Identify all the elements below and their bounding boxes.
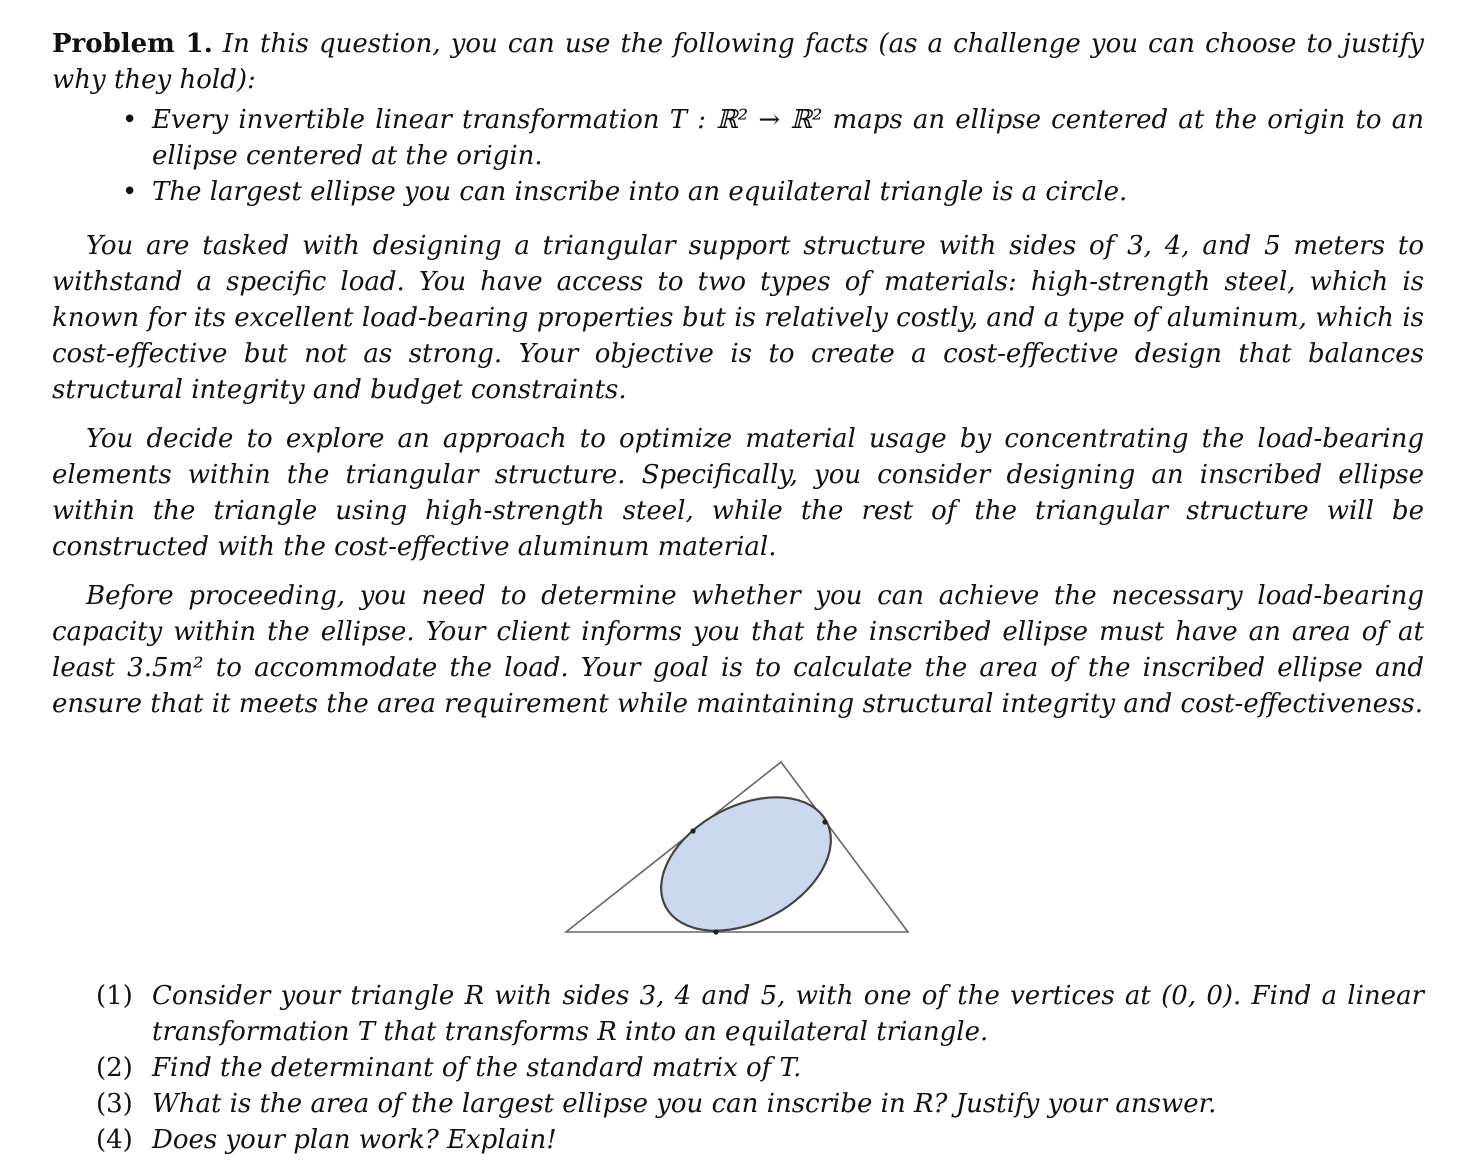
- fact-text: Every invertible linear transformation T : ℝ² → ℝ² maps an ellipse centered at the origin to an ellipse centered at the origin.: [152, 105, 1424, 171]
- question-number: (4): [96, 1125, 133, 1155]
- question-item: [96, 1122, 1424, 1158]
- problem-intro: [52, 26, 1424, 98]
- fact-item: [122, 102, 1424, 174]
- question-item: [96, 1086, 1424, 1122]
- tangent-point: [822, 819, 827, 824]
- question-number: (1): [96, 981, 133, 1011]
- triangle-ellipse-figure: [550, 752, 910, 938]
- tangent-point: [713, 929, 718, 934]
- inscribed-ellipse: [638, 770, 853, 938]
- bullet-icon: •: [122, 177, 138, 207]
- paragraph-requirement: Before proceeding, you need to determine whether you can achieve the necessary load-bearing capacity within the ellipse. Your client informs you that the inscribed ellipse must have an area of at least 3.5m² to accommodate the load. Your goal is to calculate the area of the inscribed ellipse and ensure that it meets the area requirement while maintaining structural integrity and cost-effectiveness.: [52, 581, 1424, 719]
- problem-heading: Problem 1.: [52, 29, 213, 59]
- question-text: Consider your triangle R with sides 3, 4 and 5, with one of the vertices at (0, 0). Find a linear transformation T that transforms R into an equilateral triangle.: [152, 981, 1424, 1047]
- question-item: [96, 1050, 1424, 1086]
- bullet-icon: •: [122, 105, 138, 135]
- problem-document: [52, 26, 1424, 1158]
- question-text: Find the determinant of the standard matrix of T.: [152, 1053, 802, 1083]
- question-item: [96, 978, 1424, 1050]
- question-text: Does your plan work? Explain!: [152, 1125, 557, 1155]
- question-number: (2): [96, 1053, 133, 1083]
- questions-list: [52, 978, 1424, 1158]
- facts-list: [52, 102, 1424, 210]
- problem-intro-text: In this question, you can use the following facts (as a challenge you can choose to justify why they hold):: [52, 29, 1424, 95]
- tangent-point: [690, 828, 695, 833]
- question-text: What is the area of the largest ellipse you can inscribe in R? Justify your answer.: [152, 1089, 1217, 1119]
- paragraph-task: You are tasked with designing a triangular support structure with sides of 3, 4, and 5 meters to withstand a specific load. You have access to two types of materials: high-strength steel, which is known for its excellent load-bearing properties but is relatively costly, and a type of aluminum, which is cost-effective but not as strong. Your objective is to create a cost-effective design that balances structural integrity and budget constraints.: [52, 231, 1424, 405]
- paragraph-approach: You decide to explore an approach to optimize material usage by concentrating the load-bearing elements within the triangular structure. Specifically, you consider designing an inscribed ellipse within the triangle using high-strength steel, while the rest of the triangular structure will be constructed with the cost-effective aluminum material.: [52, 424, 1424, 562]
- fact-text: The largest ellipse you can inscribe into an equilateral triangle is a circle.: [152, 177, 1128, 207]
- fact-item: [122, 174, 1424, 210]
- question-number: (3): [96, 1089, 133, 1119]
